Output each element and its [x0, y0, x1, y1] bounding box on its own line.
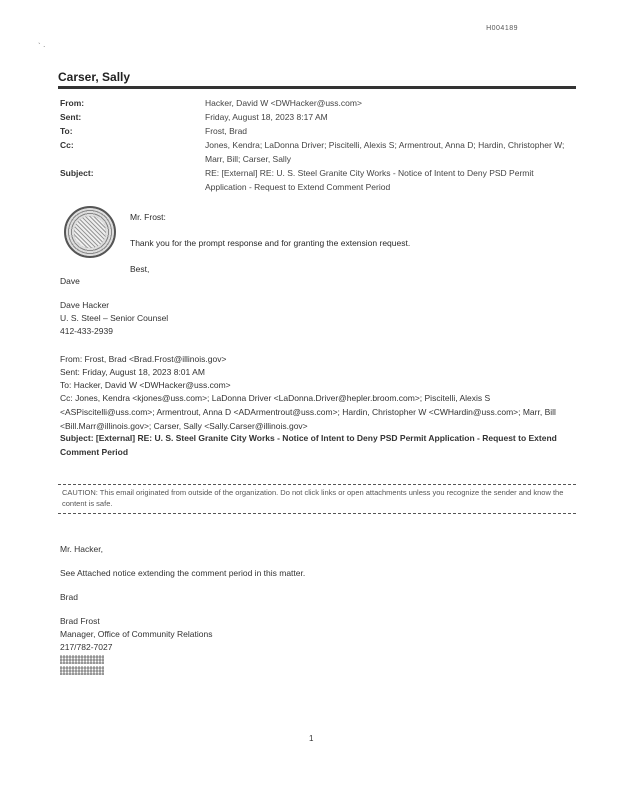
- signature2-title: Manager, Office of Community Relations: [60, 629, 213, 639]
- reply-body: Thank you for the prompt response and for granting the extension request.: [130, 238, 411, 248]
- quoted-subject: Subject: [External] RE: U. S. Steel Granite City Works - Notice of Intent to Deny PSD Permit Application - Request to Extend Comment Period: [60, 433, 557, 457]
- quoted-cc: Cc: Jones, Kendra <kjones@uss.com>; LaDonna Driver <LaDonna.Driver@hepler.broom.com>; Piscitelli, Alexis S <ASPiscitelli@uss.com>; Armentrout, Anna D <ADArmentrout@uss.com>; Hardin, Christopher W <CWHardin@uss.com>; Marr, Bill <Bill.Marr@illinois.gov>; Carser, Sally <Sally.Carser@illinois.gov>: [60, 393, 556, 431]
- external-caution-banner: [58, 484, 576, 514]
- mailbox-owner: Carser, Sally: [58, 70, 131, 84]
- header-to-label: To:: [60, 126, 73, 136]
- redacted-line: [60, 666, 104, 675]
- reply-greeting: Mr. Frost:: [130, 212, 166, 222]
- reply-signoff: Dave: [60, 276, 80, 286]
- header-sent-row: [60, 110, 580, 124]
- scan-artifact: ` ·: [38, 42, 46, 51]
- quoted-to: To: Hacker, David W <DWHacker@uss.com>: [60, 380, 231, 390]
- header-subject-row: [60, 166, 580, 194]
- caution-text: CAUTION: This email originated from outside of the organization. Do not click links or open attachments unless you recognize the sender and know the content is safe.: [62, 488, 564, 508]
- signature1-phone: 412-433-2939: [60, 326, 113, 336]
- agency-seal-icon: [64, 206, 116, 258]
- quoted-sent: Sent: Friday, August 18, 2023 8:01 AM: [60, 367, 205, 377]
- signature1-name: Dave Hacker: [60, 300, 110, 310]
- header-from-row: [60, 96, 580, 110]
- page-number: 1: [309, 734, 314, 743]
- header-subject-label: Subject:: [60, 168, 94, 178]
- header-sent-label: Sent:: [60, 112, 82, 122]
- redacted-line: [60, 655, 104, 664]
- header-cc-label: Cc:: [60, 140, 74, 150]
- header-to-value: Frost, Brad: [205, 126, 248, 136]
- header-cc-value: Jones, Kendra; LaDonna Driver; Piscitelli, Alexis S; Armentrout, Anna D; Hardin, Christopher W; Marr, Bill; Carser, Sally: [205, 140, 565, 164]
- message2-body: See Attached notice extending the comment period in this matter.: [60, 568, 306, 578]
- signature2-name: Brad Frost: [60, 616, 100, 626]
- header-sent-value: Friday, August 18, 2023 8:17 AM: [205, 112, 328, 122]
- header-from-label: From:: [60, 98, 85, 108]
- header-cc-row: [60, 138, 580, 166]
- quoted-from: From: Frost, Brad <Brad.Frost@illinois.gov>: [60, 354, 227, 364]
- message2-signoff: Brad: [60, 592, 78, 602]
- signature1-title: U. S. Steel – Senior Counsel: [60, 313, 169, 323]
- bates-number: H004189: [486, 25, 518, 32]
- message2-greeting: Mr. Hacker,: [60, 544, 103, 554]
- signature2-phone: 217/782-7027: [60, 642, 113, 652]
- header-from-value: Hacker, David W <DWHacker@uss.com>: [205, 98, 362, 108]
- reply-closing: Best,: [130, 264, 150, 274]
- header-rule: [58, 86, 576, 89]
- header-to-row: [60, 124, 580, 138]
- header-subject-value: RE: [External] RE: U. S. Steel Granite City Works - Notice of Intent to Deny PSD Permit Application - Request to Extend Comment Period: [205, 168, 534, 192]
